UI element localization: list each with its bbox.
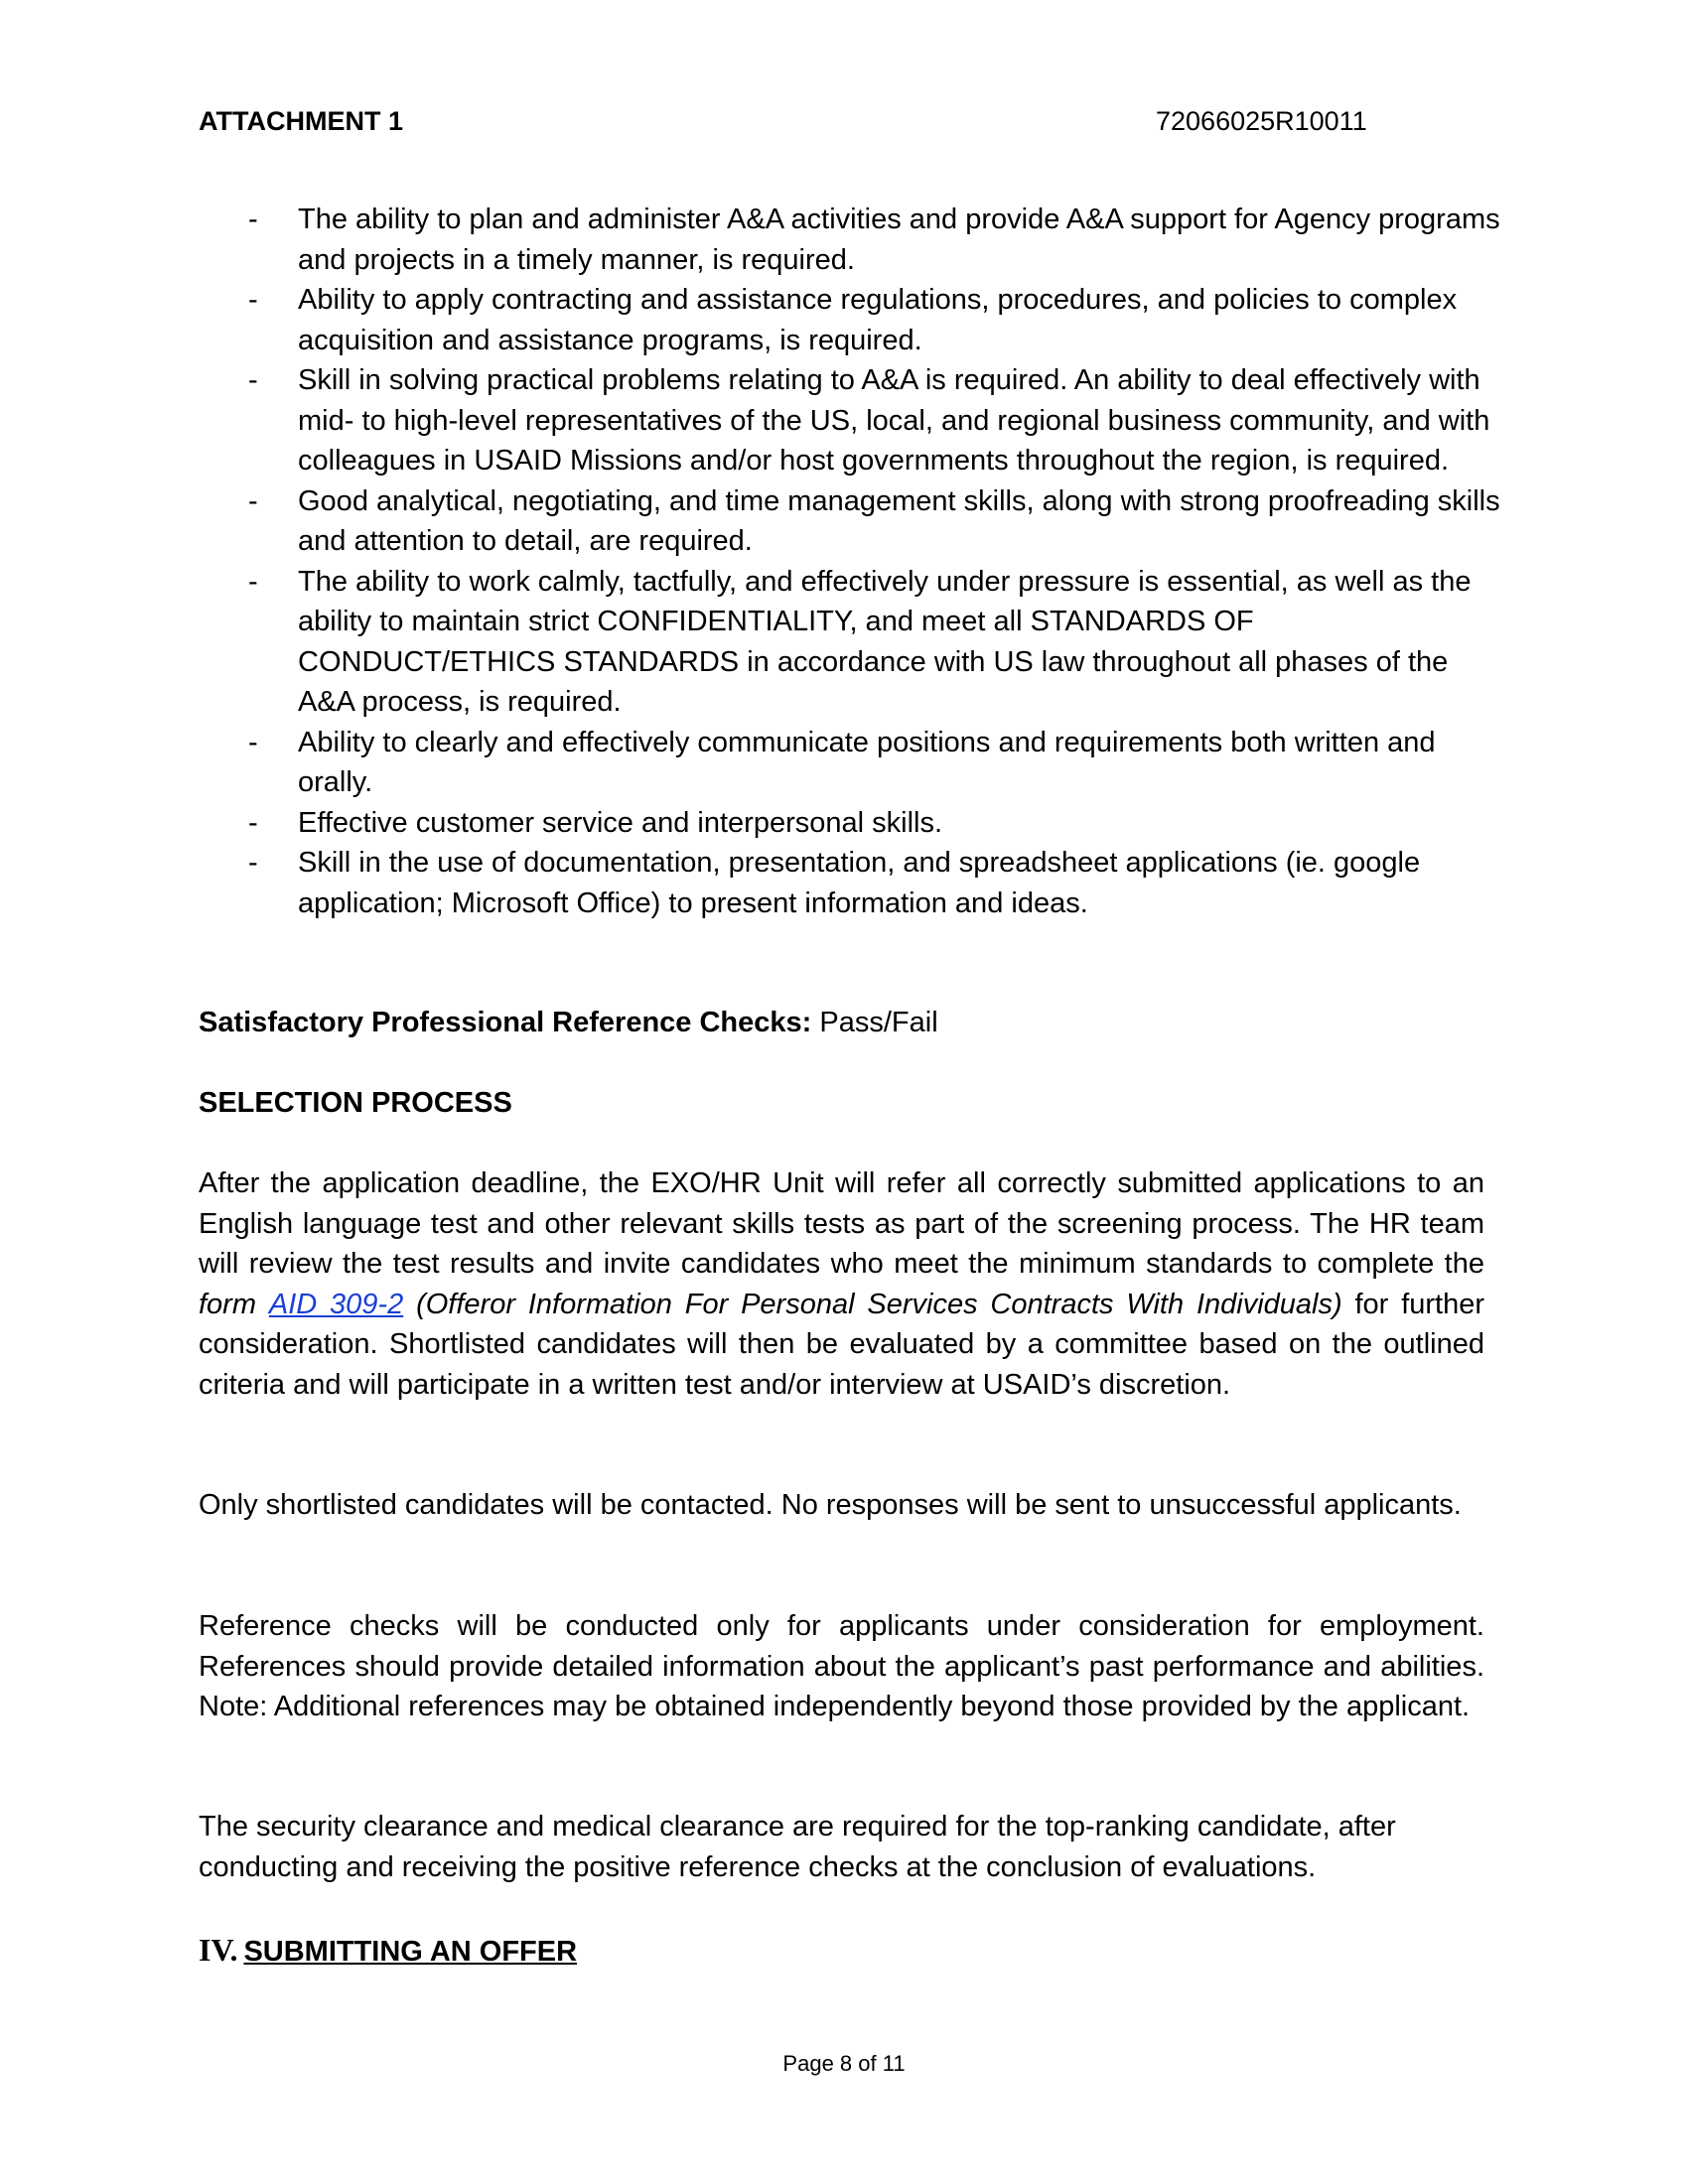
- bullet-dash: -: [248, 284, 258, 316]
- list-item: [199, 200, 1509, 280]
- requirements-list: [199, 200, 1509, 923]
- requirement-text: Good analytical, negotiating, and time management skills, along with strong proofreading skills and attention to detail, are required.: [298, 484, 1500, 557]
- list-item: [199, 562, 1509, 723]
- section-number: IV.: [199, 1932, 238, 1968]
- selection-p1-text: After the application deadline, the EXO/HR Unit will refer all correctly submitted applications to an English language test and other relevant skills tests as part of the screening process. The HR team will review the test results and invite candidates who meet the minimum standards to complete the: [199, 1167, 1484, 1280]
- requirement-text: The ability to plan and administer A&A activities and provide A&A support for Agency programs and projects in a timely manner, is required.: [298, 204, 1500, 276]
- requirement-text: Ability to apply contracting and assistance regulations, procedures, and policies to complex acquisition and assistance programs, is required.: [298, 284, 1458, 356]
- aid-309-2-link[interactable]: AID 309-2: [268, 1288, 404, 1320]
- reference-checks-value: Pass/Fail: [819, 1007, 938, 1038]
- bullet-dash: -: [248, 847, 258, 879]
- selection-p1-continued: for further consideration. Shortlisted candidates will then be evaluated by a committee based on the outlined criteria and will participate in a written test and/or interview at USAID’s discretion.: [199, 1288, 1485, 1401]
- list-item: [199, 803, 1509, 844]
- bullet-dash: -: [248, 204, 258, 235]
- reference-checks-line: [199, 1003, 1484, 1043]
- list-item: [199, 360, 1509, 481]
- selection-paragraph-3: Reference checks will be conducted only for applicants under consideration for employment. References should provide detailed information about the applicant’s past performance and abilities. Note: Additional references may be obtained independently beyond those provided by the applicant.: [199, 1610, 1484, 1722]
- requirement-text: Effective customer service and interpersonal skills.: [298, 806, 943, 839]
- form-title: (Offeror Information For Personal Services Contracts With Individuals): [416, 1288, 1342, 1320]
- list-item: [199, 481, 1509, 562]
- list-item: [199, 723, 1509, 803]
- solicitation-number: 72066025R10011: [1156, 106, 1367, 136]
- section-iv-heading: [199, 1930, 577, 1972]
- selection-paragraph-1: [199, 1163, 1484, 1405]
- bullet-dash: -: [248, 806, 258, 839]
- requirement-text: Skill in solving practical problems relating to A&A is required. An ability to deal effectively with mid- to high-level representatives of the US, local, and regional business community, and with colleagues in USAID Missions and/or host governments throughout the region, is required.: [298, 364, 1490, 477]
- bullet-dash: -: [248, 484, 258, 517]
- requirement-text: The ability to work calmly, tactfully, and effectively under pressure is essential, as well as the ability to maintain strict CONFIDENTIALITY, and meet all STANDARDS OF CONDUCT/ETHICS STANDARDS in accordance with US law throughout all phases of the A&A process, is required.: [298, 565, 1472, 718]
- list-item: [199, 843, 1509, 923]
- attachment-label: ATTACHMENT 1: [199, 106, 403, 136]
- section-title: SUBMITTING AN OFFER: [243, 1936, 578, 1968]
- selection-process-heading: SELECTION PROCESS: [199, 1087, 512, 1119]
- page-number: Page 8 of 11: [782, 2051, 906, 2076]
- bullet-dash: -: [248, 726, 258, 758]
- reference-checks-label: Satisfactory Professional Reference Checks:: [199, 1007, 812, 1038]
- bullet-dash: -: [248, 565, 258, 598]
- form-word: form: [199, 1288, 256, 1320]
- bullet-dash: -: [248, 364, 258, 396]
- list-item: [199, 280, 1509, 360]
- selection-paragraph-2: Only shortlisted candidates will be contacted. No responses will be sent to unsuccessful applicants.: [199, 1489, 1462, 1521]
- requirement-text: Skill in the use of documentation, presentation, and spreadsheet applications (ie. google application; Microsoft Office) to present information and ideas.: [298, 847, 1421, 919]
- requirement-text: Ability to clearly and effectively communicate positions and requirements both written and orally.: [298, 726, 1436, 798]
- page-header: [199, 103, 1390, 139]
- selection-paragraph-4: The security clearance and medical clearance are required for the top-ranking candidate, after conducting and receiving the positive reference checks at the conclusion of evaluations.: [199, 1811, 1396, 1883]
